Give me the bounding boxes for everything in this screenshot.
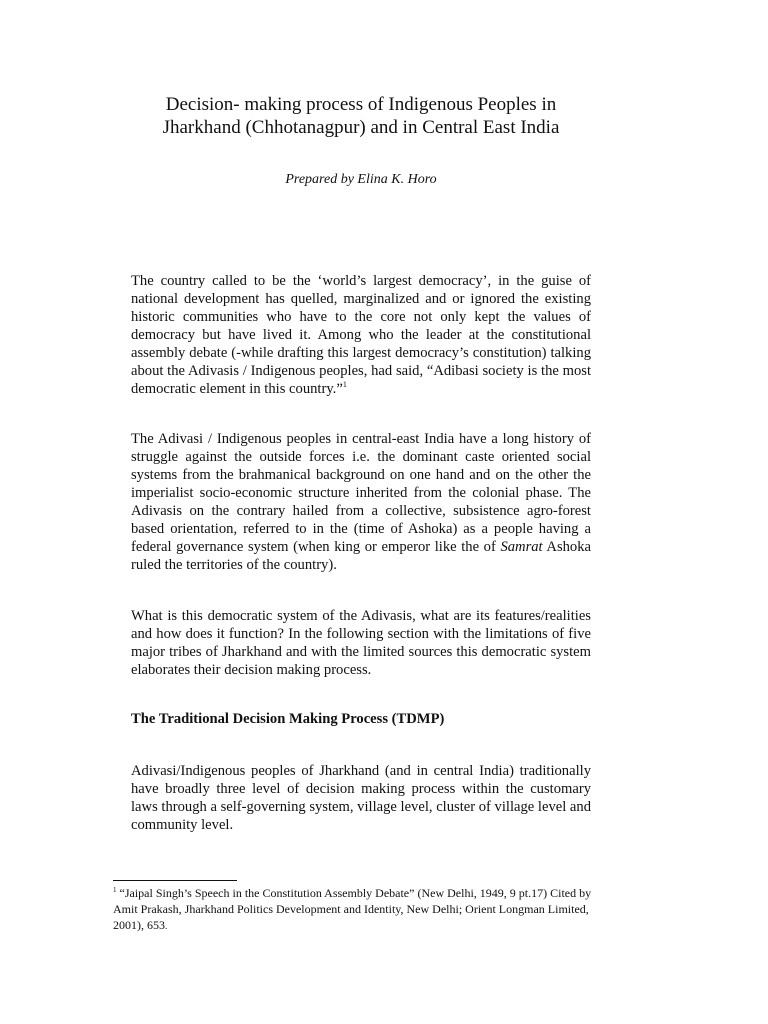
footnote xyxy=(113,885,603,934)
title-line-2: Jharkhand (Chhotanagpur) and in Central East India xyxy=(162,117,560,138)
document-title xyxy=(0,93,722,139)
footnote-separator xyxy=(113,880,237,881)
footnote-number: 1 xyxy=(113,886,117,894)
paragraph-4: Adivasi/Indigenous peoples of Jharkhand (and in central India) traditionally have broadly three level of decision making process within the customary laws through a self-governing system, village level, cluster of village level and community level. xyxy=(131,763,591,833)
footnote-reference[interactable]: 1 xyxy=(342,380,347,390)
paragraph-3: What is this democratic system of the Adivasis, what are its features/realities and how does it function? In the following section with the limitations of five major tribes of Jharkhand and with the limited sources this democratic system elaborates their decision making process. xyxy=(131,608,591,678)
footnote-text: “Jaipal Singh’s Speech in the Constitution Assembly Debate” (New Delhi, 1949, 9 pt.17) Cited by Amit Prakash, Jharkhand Politics Development and Identity, New Delhi; Orient Longman Limited, 2001), 653 xyxy=(113,886,592,932)
paragraph-2 xyxy=(131,430,591,574)
author-line: Prepared by Elina K. Horo xyxy=(285,172,437,187)
title-line-1: Decision- making process of Indigenous Peoples in xyxy=(165,94,557,115)
paragraph-1 xyxy=(131,272,591,398)
paragraph-2-text: The Adivasi / Indigenous peoples in central-east India have a long history of struggle against the outside forces i.e. the dominant caste oriented social systems from the brahmanical background on one hand and on the other the imperialist socio-economic structure inherited from the colonial phase. The Adivasis on the contrary hailed from a collective, subsistence agro-forest based orientation, referred to in the (time of Ashoka) as a people having a federal governance system (when king or emperor like the of xyxy=(131,431,591,555)
paragraph-2-italic: Samrat xyxy=(500,539,543,555)
paragraph-2-tail: Ashoka ruled the territories of the country). xyxy=(131,539,591,573)
footnote-tail: . xyxy=(165,921,168,931)
paragraph-1-text: The country called to be the ‘world’s largest democracy’, in the guise of national development has quelled, marginalized and or ignored the existing historic communities who have to the core not only kept the values of democracy but have lived it. Among who the leader at the constitutional assembly debate (-while drafting this largest democracy’s constitution) talking about the Adivasis / Indigenous peoples, had said, “Adibasi society is the most democratic element in this country.” xyxy=(131,273,591,397)
section-heading: The Traditional Decision Making Process (TDMP) xyxy=(131,711,445,727)
